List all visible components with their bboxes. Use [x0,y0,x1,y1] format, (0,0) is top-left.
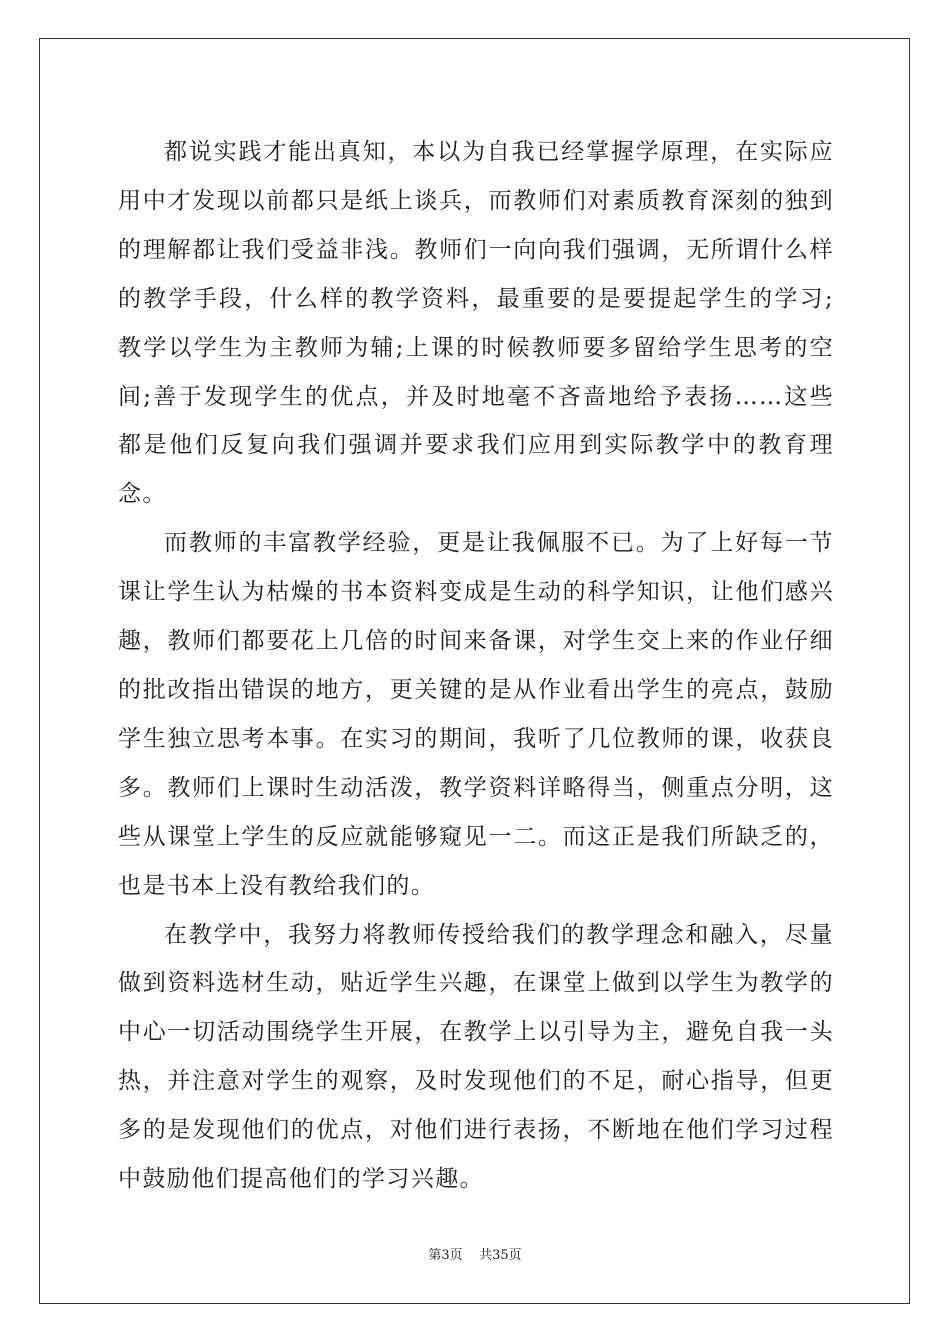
page-total: 共35页 [479,1248,522,1263]
page-number: 第3页 [428,1248,463,1263]
page-footer [0,1248,950,1264]
document-body [118,128,834,1204]
paragraph-3: 在教学中，我努力将教师传授给我们的教学理念和融入，尽量做到资料选材生动，贴近学生兴趣，在课堂上做到以学生为教学的中心一切活动围绕学生开展，在教学上以引导为主，避免自我一头热，并注意对学生的观察，及时发现他们的不足，耐心指导，但更多的是发现他们的优点，对他们进行表扬，不断地在他们学习过程中鼓励他们提高他们的学习兴趣。 [118,921,834,1193]
paragraph-2: 而教师的丰富教学经验，更是让我佩服不已。为了上好每一节课让学生认为枯燥的书本资料变成是生动的科学知识，让他们感兴趣，教师们都要花上几倍的时间来备课，对学生交上来的作业仔细的批改指出错误的地方，更关键的是从作业看出学生的亮点，鼓励学生独立思考本事。在实习的期间，我听了几位教师的课，收获良多。教师们上课时生动活泼，教学资料详略得当，侧重点分明，这些从课堂上学生的反应就能够窥见一二。而这正是我们所缺乏的，也是书本上没有教给我们的。 [118,530,834,899]
paragraph-1: 都说实践才能出真知，本以为自我已经掌握学原理，在实际应用中才发现以前都只是纸上谈兵，而教师们对素质教育深刻的独到的理解都让我们受益非浅。教师们一向向我们强调，无所谓什么样的教学手段，什么样的教学资料，最重要的是要提起学生的学习;教学以学生为主教师为辅;上课的时候教师要多留给学生思考的空间;善于发现学生的优点，并及时地毫不吝啬地给予表扬……这些都是他们反复向我们强调并要求我们应用到实际教学中的教育理念。 [118,139,834,508]
